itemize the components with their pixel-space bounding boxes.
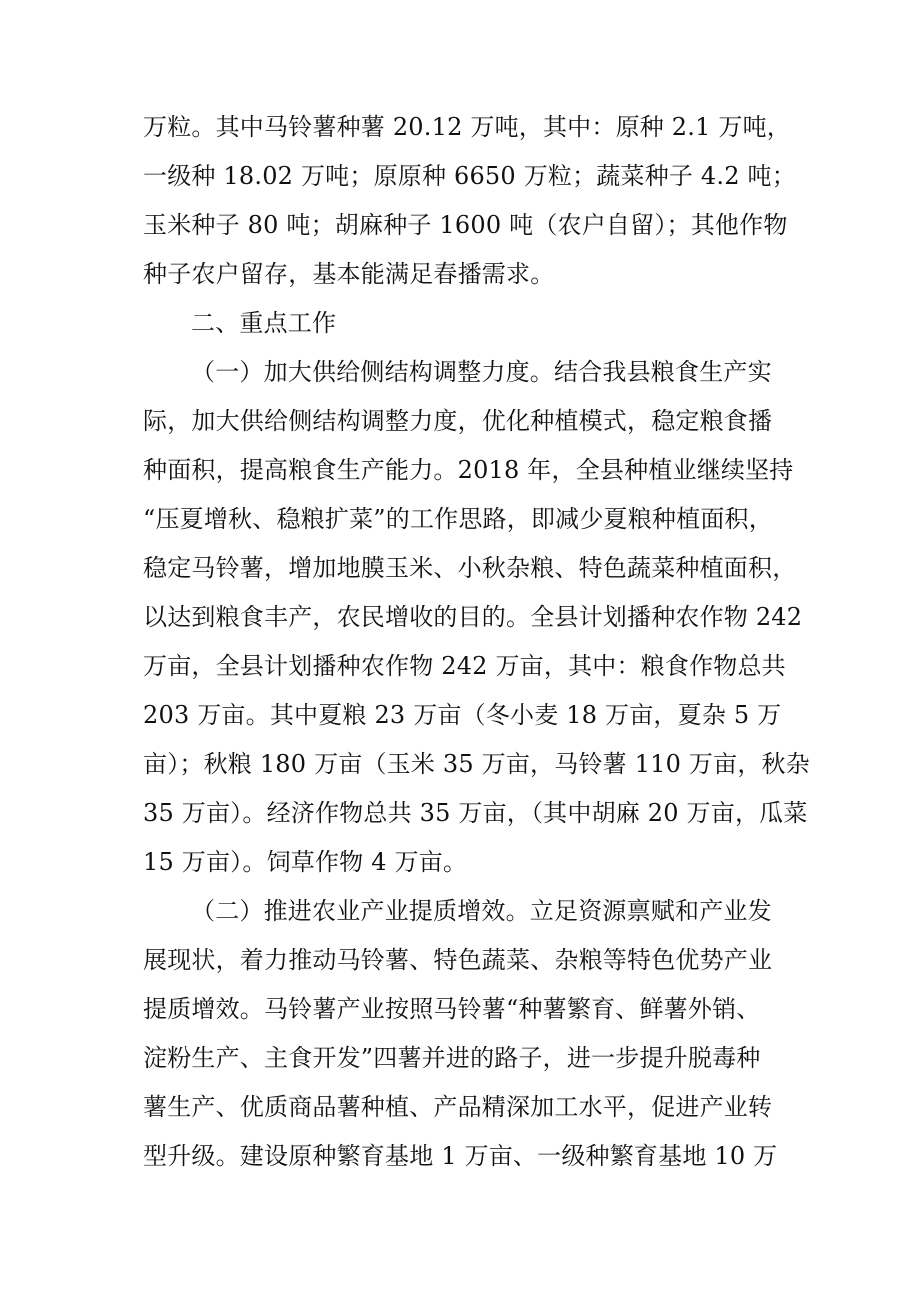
text-line: 种子农户留存，基本能满足春播需求。 [143,260,555,288]
text-line: 稳定马铃薯，增加地膜玉米、小秋杂粮、特色蔬菜种植面积， [143,554,797,582]
text-line: 万粒。其中马铃薯种薯 20.12 万吨，其中：原种 2.1 万吨， [143,113,791,141]
text-line: 203 万亩。其中夏粮 23 万亩（冬小麦 18 万亩，夏杂 5 万 [143,701,782,729]
text-line: 亩）；秋粮 180 万亩（玉米 35 万亩，马铃薯 110 万亩，秋杂 [143,750,810,778]
text-line: 一级种 18.02 万吨；原原种 6650 万粒；蔬菜种子 4.2 吨； [143,162,796,190]
text-line: 35 万亩）。经济作物总共 35 万亩，（其中胡麻 20 万亩，瓜菜 [143,799,808,827]
text-line: 玉米种子 80 吨；胡麻种子 1600 吨（农户自留）；其他作物 [143,211,788,239]
paragraph-2-start: （二）推进农业产业提质增效。立足资源禀赋和产业发 [191,897,772,925]
text-line: “压夏增秋、稳粮扩菜”的工作思路，即减少夏粮种植面积， [143,505,773,533]
text-line: 际，加大供给侧结构调整力度，优化种植模式，稳定粮食播 [143,407,773,435]
section-heading: 二、重点工作 [191,309,337,337]
text-line: 薯生产、优质商品薯种植、产品精深加工水平，促进产业转 [143,1093,773,1121]
text-line: 淀粉生产、主食开发”四薯并进的路子，进一步提升脱毒种 [143,1044,761,1072]
text-line: 种面积，提高粮食生产能力。2018 年，全县种植业继续坚持 [143,456,794,484]
text-line: 以达到粮食丰产，农民增收的目的。全县计划播种农作物 242 [143,603,803,631]
text-line: 展现状，着力推动马铃薯、特色蔬菜、杂粮等特色优势产业 [143,946,773,974]
paragraph-1-start: （一）加大供给侧结构调整力度。结合我县粮食生产实 [191,358,772,386]
text-line: 型升级。建设原种繁育基地 1 万亩、一级种繁育基地 10 万 [143,1142,778,1170]
text-line: 万亩，全县计划播种农作物 242 万亩，其中：粮食作物总共 [143,652,786,680]
text-line: 提质增效。马铃薯产业按照马铃薯“种薯繁育、鲜薯外销、 [143,995,761,1023]
text-line: 15 万亩）。饲草作物 4 万亩。 [143,848,468,876]
